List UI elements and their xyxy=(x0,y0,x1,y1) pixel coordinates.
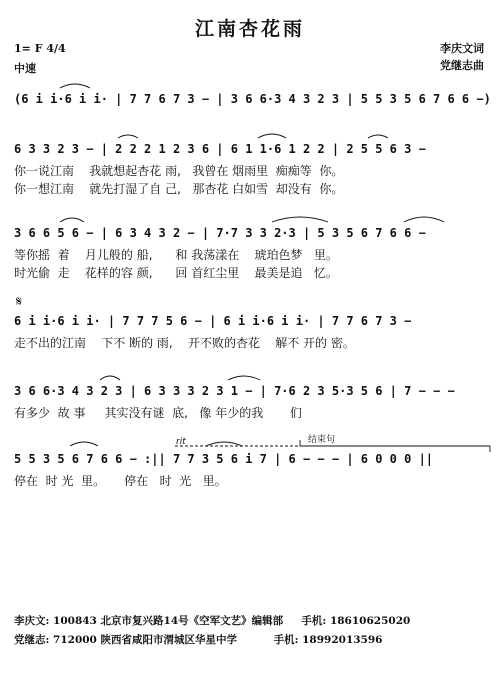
contact-lyricist: 李庆文: 100843 北京市复兴路14号《空军文艺》编辑部 手机: 18610625020 xyxy=(14,615,411,627)
lyric-row-6: 停在 时 光 里。 停在 时 光 里。 xyxy=(14,474,227,488)
tempo-marking: 中速 xyxy=(14,62,36,75)
lyric-row-2-verse-2: 你一想江南 就先打湿了自 己, 那杏花 白如雪 却没有 你。 xyxy=(14,182,344,196)
song-title: 江南杏花雨 xyxy=(194,18,305,40)
notation-row-3: 3 6 6 5 6 − | 6 3 4 3 2 − | 7·7 3 3 2·3 | 5 3 5 6 7 6 6 − xyxy=(14,226,426,240)
lyricist-credit: 李庆文词 xyxy=(440,42,484,55)
rit-marking: rit xyxy=(176,437,186,447)
lyric-row-5: 有多少 故 事 其实没有谜 底, 像 年少的我 们 xyxy=(14,406,302,420)
composer-credit: 党继志曲 xyxy=(440,59,484,72)
lyric-row-4: 走不出的江南 下不 断的 雨, 开不败的杏花 解不 开的 密。 xyxy=(14,336,355,350)
notation-row-1: (6 i i·6 i i· | 7 7 6 7 3 − | 3 6 6·3 4 3 2 3 | 5 5 3 5 6 7 6 6 −) xyxy=(14,92,491,106)
contact-composer: 党继志: 712000 陕西省咸阳市渭城区华星中学 手机: 18992013596 xyxy=(14,634,383,646)
notation-row-5: 3 6 6·3 4 3 2 3 | 6 3 3 3 2 3 1 − | 7·6 2 3 5·3 5 6 | 7 − − − xyxy=(14,384,455,398)
lyric-row-3-verse-1: 等你摇 着 月儿般的 船, 和 我荡漾在 琥珀色梦 里。 xyxy=(14,248,338,262)
lyric-row-3-verse-2: 时光偷 走 花样的容 颜, 回 首红尘里 最美是追 忆。 xyxy=(14,266,338,280)
notation-row-2: 6 3 3 2 3 − | 2 2 2 1 2 3 6 | 6 1 1·6 1 2 2 | 2 5 5 6 3 − xyxy=(14,142,426,156)
notation-row-4: 6 i i·6 i i· | 7 7 7 5 6 − | 6 i i·6 i i· | 7 7 6 7 3 − xyxy=(14,314,412,328)
coda-label: 结束句 xyxy=(308,435,336,445)
segno-sign: 𝄋 xyxy=(16,294,23,310)
notation-row-6: 5 5 3 5 6 7 6 6 − :|| 7 7 3 5 6 i 7 | 6 − − − | 6 0 0 0 || xyxy=(14,452,434,466)
lyric-row-2-verse-1: 你一说江南 我就想起杏花 雨, 我曾在 烟雨里 痴痴等 你。 xyxy=(14,164,344,178)
key-signature: 1= F 4/4 xyxy=(14,42,66,55)
